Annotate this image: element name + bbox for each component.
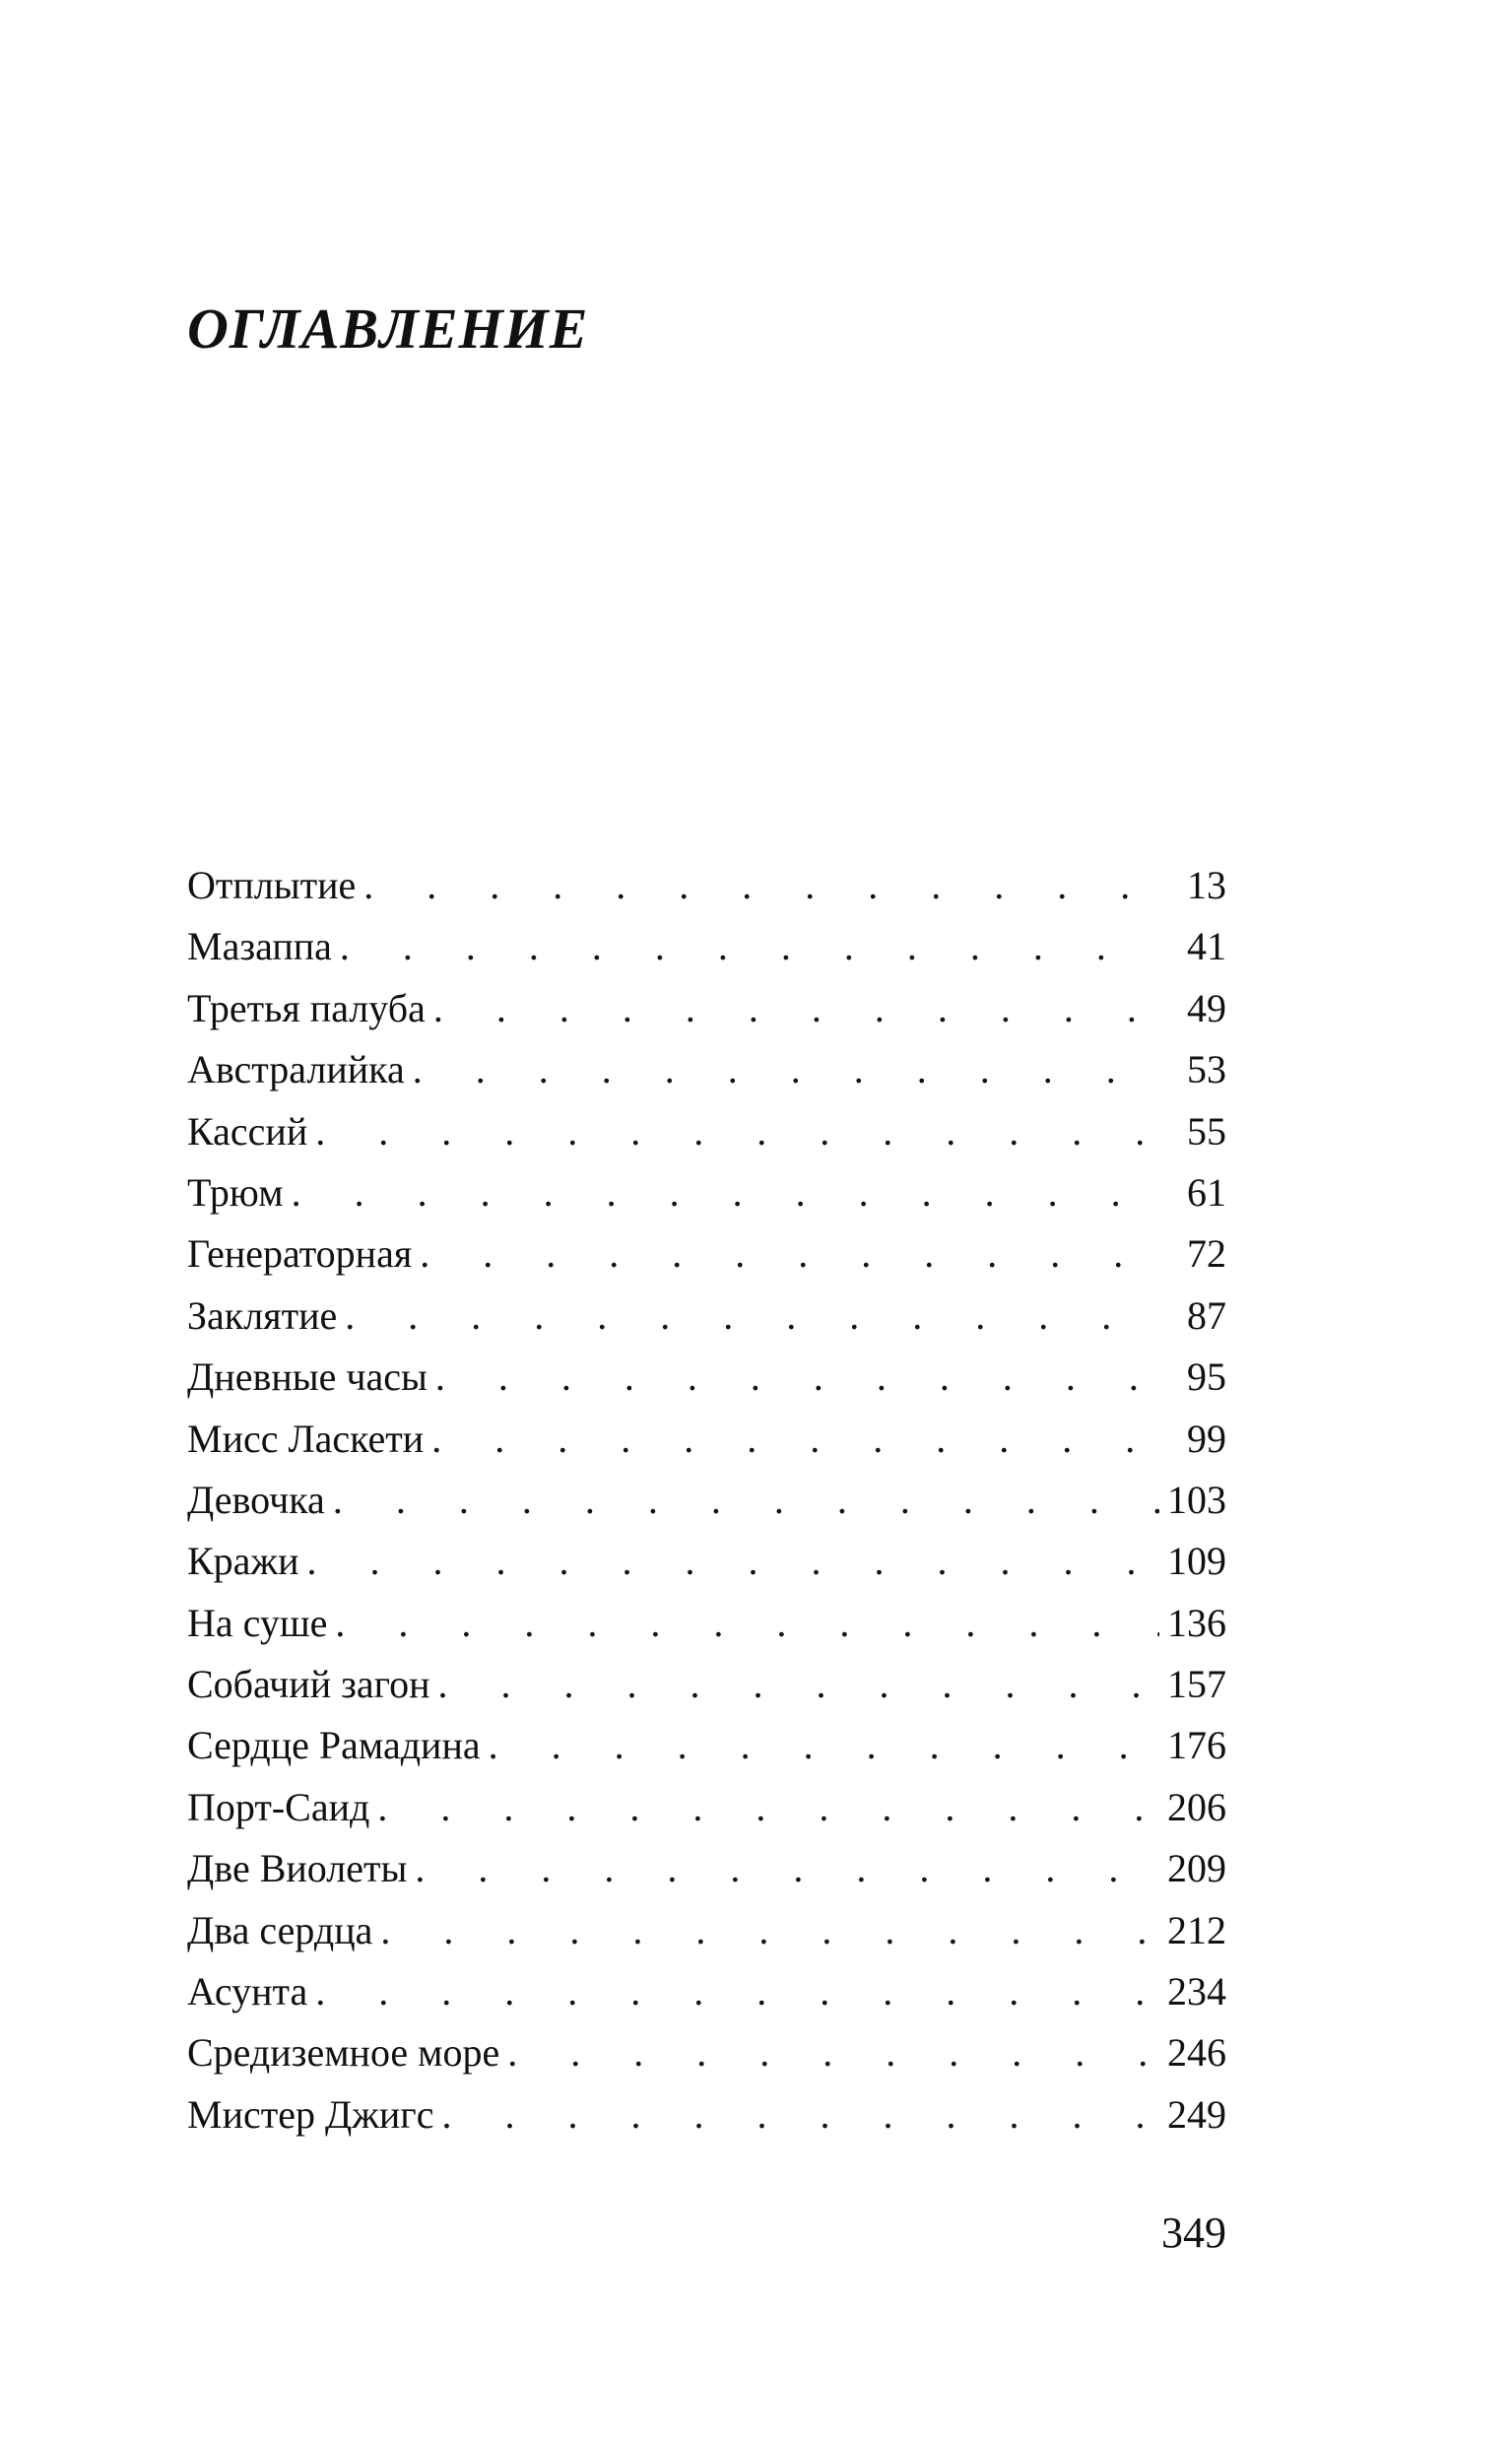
toc-entry-page: 49 (1187, 985, 1226, 1030)
toc-entry-title: Кражи (187, 1539, 299, 1584)
toc-entry-page: 72 (1187, 1231, 1226, 1277)
toc-entry-title: Асунта (187, 1969, 308, 2014)
dot-leader (441, 2084, 1159, 2146)
toc-entry-page: 209 (1167, 1846, 1226, 1891)
dot-leader (380, 1900, 1159, 1961)
toc-entry-title: Собачий загон (187, 1662, 430, 1707)
dot-leader (333, 1470, 1159, 1531)
contents-title: ОГЛАВЛЕНИЕ (187, 297, 589, 361)
dot-leader (340, 916, 1159, 977)
toc-entry-title: Отплытие (187, 863, 357, 907)
toc-entry-page: 246 (1167, 2030, 1226, 2076)
toc-entry-title: Средиземное море (187, 2030, 500, 2076)
toc-entry-title: Австралийка (187, 1047, 405, 1092)
toc-entry-title: Кассий (187, 1108, 308, 1154)
toc-entry-page: 99 (1187, 1416, 1226, 1461)
toc-entry-title: Трюм (187, 1169, 284, 1215)
toc-entry-title: Два сердца (187, 1907, 373, 1952)
toc-entry-title: Дневные часы (187, 1354, 427, 1400)
toc-entry (187, 1223, 1226, 1285)
toc-entry (187, 1347, 1226, 1408)
toc-entry-page: 206 (1167, 1784, 1226, 1829)
toc-entry (187, 1900, 1226, 1961)
toc-entry (187, 978, 1226, 1039)
toc-entry (187, 1838, 1226, 1899)
toc-entry (187, 1654, 1226, 1715)
toc-entry (187, 916, 1226, 977)
toc-entry (187, 855, 1226, 916)
dot-leader (437, 1654, 1159, 1715)
toc-entry (187, 1470, 1226, 1531)
toc-entry-title: Мистер Джигс (187, 2091, 434, 2137)
page-number: 349 (1161, 2209, 1226, 2257)
toc-entry (187, 1286, 1226, 1347)
toc-entry-title: Порт-Саид (187, 1784, 370, 1829)
toc-entry-page: 249 (1167, 2091, 1226, 2137)
toc-entry-title: Сердце Рамадина (187, 1723, 481, 1768)
toc-entry-page: 13 (1187, 863, 1226, 907)
toc-entry-page: 87 (1187, 1292, 1226, 1338)
toc-entry-title: Заклятие (187, 1292, 338, 1338)
table-of-contents (187, 855, 1226, 2146)
toc-entry (187, 1039, 1226, 1100)
toc-entry-page: 157 (1167, 1662, 1226, 1707)
toc-entry-page: 41 (1187, 924, 1226, 969)
toc-entry-title: Мисс Ласкети (187, 1416, 425, 1461)
toc-entry-title: Две Виолеты (187, 1846, 408, 1891)
toc-entry-page: 53 (1187, 1047, 1226, 1092)
toc-entry-title: Третья палуба (187, 985, 426, 1030)
toc-entry-page: 109 (1167, 1539, 1226, 1584)
toc-entry (187, 2084, 1226, 2146)
toc-entry-page: 212 (1167, 1907, 1226, 1952)
dot-leader (435, 1347, 1159, 1408)
toc-entry-page: 55 (1187, 1108, 1226, 1154)
toc-entry-title: Мазаппа (187, 924, 332, 969)
toc-entry (187, 1409, 1226, 1470)
toc-entry-title: На суше (187, 1600, 328, 1645)
toc-entry (187, 1961, 1226, 2022)
dot-leader (433, 978, 1159, 1039)
toc-entry-page: 234 (1167, 1969, 1226, 2014)
toc-entry (187, 1101, 1226, 1162)
toc-entry-title: Девочка (187, 1477, 325, 1522)
dot-leader (507, 2022, 1159, 2083)
dot-leader (335, 1593, 1159, 1654)
toc-entry (187, 1777, 1226, 1838)
toc-entry-title: Генераторная (187, 1231, 413, 1277)
toc-entry-page: 103 (1167, 1477, 1226, 1522)
dot-leader (292, 1162, 1159, 1223)
dot-leader (315, 1101, 1159, 1162)
toc-entry (187, 1162, 1226, 1223)
dot-leader (413, 1039, 1159, 1100)
toc-entry-page: 61 (1187, 1169, 1226, 1215)
toc-entry-page: 176 (1167, 1723, 1226, 1768)
dot-leader (431, 1409, 1159, 1470)
dot-leader (363, 855, 1159, 916)
toc-entry (187, 2022, 1226, 2083)
dot-leader (315, 1961, 1159, 2022)
dot-leader (489, 1715, 1159, 1776)
dot-leader (306, 1531, 1159, 1592)
toc-entry-page: 136 (1167, 1600, 1226, 1645)
dot-leader (345, 1286, 1159, 1347)
toc-entry (187, 1715, 1226, 1776)
dot-leader (377, 1777, 1159, 1838)
dot-leader (415, 1838, 1159, 1899)
dot-leader (420, 1223, 1159, 1285)
toc-entry (187, 1593, 1226, 1654)
toc-entry-page: 95 (1187, 1354, 1226, 1400)
toc-entry (187, 1531, 1226, 1592)
